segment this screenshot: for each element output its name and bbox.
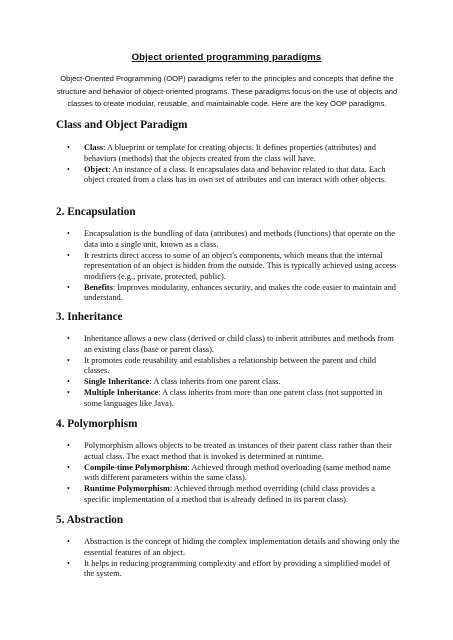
list-item xyxy=(56,165,401,186)
bullet-list xyxy=(56,537,401,580)
section-heading: 2. Encapsulation xyxy=(56,206,136,218)
list-item xyxy=(56,229,401,250)
bullet-icon: • xyxy=(67,282,70,292)
item-text: It helps in reducing programming complexity and effort by providing a simplified model of the system. xyxy=(84,558,391,579)
bullet-icon: • xyxy=(67,388,70,398)
bullet-icon: • xyxy=(67,462,70,472)
bullet-icon: • xyxy=(67,164,70,174)
item-text: It restricts direct access to some of an object's components, which means that the internal representation of an object is hidden from the outside. This is typically achieved using access modifiers (e.g., private, protected, public). xyxy=(84,250,397,281)
list-item xyxy=(56,334,401,355)
item-term: Single Inheritance xyxy=(84,377,150,387)
list-item xyxy=(56,283,401,304)
item-term: Benefits xyxy=(84,282,113,292)
list-item xyxy=(56,143,401,164)
item-term: Object xyxy=(84,164,109,174)
bullet-icon: • xyxy=(67,229,70,238)
bullet-list xyxy=(56,143,401,186)
item-text: : A class inherits from more than one parent class (not supported in some languages like Java). xyxy=(84,388,383,408)
item-text: Inheritance allows a new class (derived or child class) to inherit attributes and methods from an existing class (base or parent class). xyxy=(84,334,394,354)
section-heading: Class and Object Paradigm xyxy=(56,119,188,131)
item-term: Runtime Polymorphism xyxy=(84,484,170,494)
bullet-icon: • xyxy=(67,377,70,387)
bullet-icon: • xyxy=(67,484,70,494)
item-text: : Improves modularity, enhances security, and makes the code easier to maintain and understand. xyxy=(84,282,396,303)
item-text: Polymorphism allows objects to be treated as instances of their parent class rather than their actual class. The exact method that is invoked is determined at runtime. xyxy=(84,441,392,461)
document-title: Object oriented programming paradigms xyxy=(131,52,322,63)
list-item xyxy=(56,441,401,462)
bullet-icon: • xyxy=(67,441,70,450)
bullet-icon: • xyxy=(67,334,70,343)
item-text: : A class inherits from one parent class. xyxy=(149,377,281,387)
bullet-icon: • xyxy=(67,143,70,152)
bullet-list xyxy=(56,334,401,410)
list-item xyxy=(56,251,401,283)
item-text: : Achieved through method overriding (child class provides a specific implementation of a method that is already defined in its parent class). xyxy=(84,484,375,504)
section-heading: 3. Inheritance xyxy=(56,311,123,323)
section-heading: 5. Abstraction xyxy=(56,514,124,526)
bullet-list xyxy=(56,441,401,506)
item-text: Abstraction is the concept of hiding the complex implementation details and showing only the essential features of an object. xyxy=(84,537,400,557)
list-item xyxy=(56,463,401,484)
item-text: : A blueprint or template for creating objects. It defines properties (attributes) and behaviors (methods) that the objects created from the class will have. xyxy=(84,143,376,163)
bullet-icon: • xyxy=(67,537,70,546)
item-term: Class xyxy=(84,143,104,152)
item-text: : An instance of a class. It encapsulates data and behavior related to that data. Each object created from a class has its own set of attributes and can interact with other objects. xyxy=(84,164,387,185)
item-text: Encapsulation is the bundling of data (attributes) and methods (functions) that operate on the data into a single unit, known as a class. xyxy=(84,229,395,249)
item-term: Compile-time Polymorphism xyxy=(84,462,188,472)
bullet-icon: • xyxy=(67,250,70,260)
item-text: It promotes code reusability and establishes a relationship between the parent and child classes. xyxy=(84,355,377,376)
list-item xyxy=(56,388,401,409)
list-item xyxy=(56,377,401,388)
section-heading: 4. Polymorphism xyxy=(56,418,138,430)
list-item xyxy=(56,559,401,580)
bullet-icon: • xyxy=(67,558,70,568)
item-text: : Achieved through method overloading (same method name with different parameters within the same class). xyxy=(84,462,391,483)
list-item xyxy=(56,484,401,505)
list-item xyxy=(56,537,401,558)
bullet-icon: • xyxy=(67,355,70,365)
list-item xyxy=(56,356,401,377)
item-term: Multiple Inheritance xyxy=(84,388,159,398)
bullet-list xyxy=(56,229,401,304)
intro-paragraph: Object-Oriented Programming (OOP) paradigms refer to the principles and concepts that define the structure and behavior of object-oriented programs. These paradigms focus on the use of objects and classes to create modular, reusable, and maintainable code. Here are the key OOP paradigms. xyxy=(56,74,398,109)
